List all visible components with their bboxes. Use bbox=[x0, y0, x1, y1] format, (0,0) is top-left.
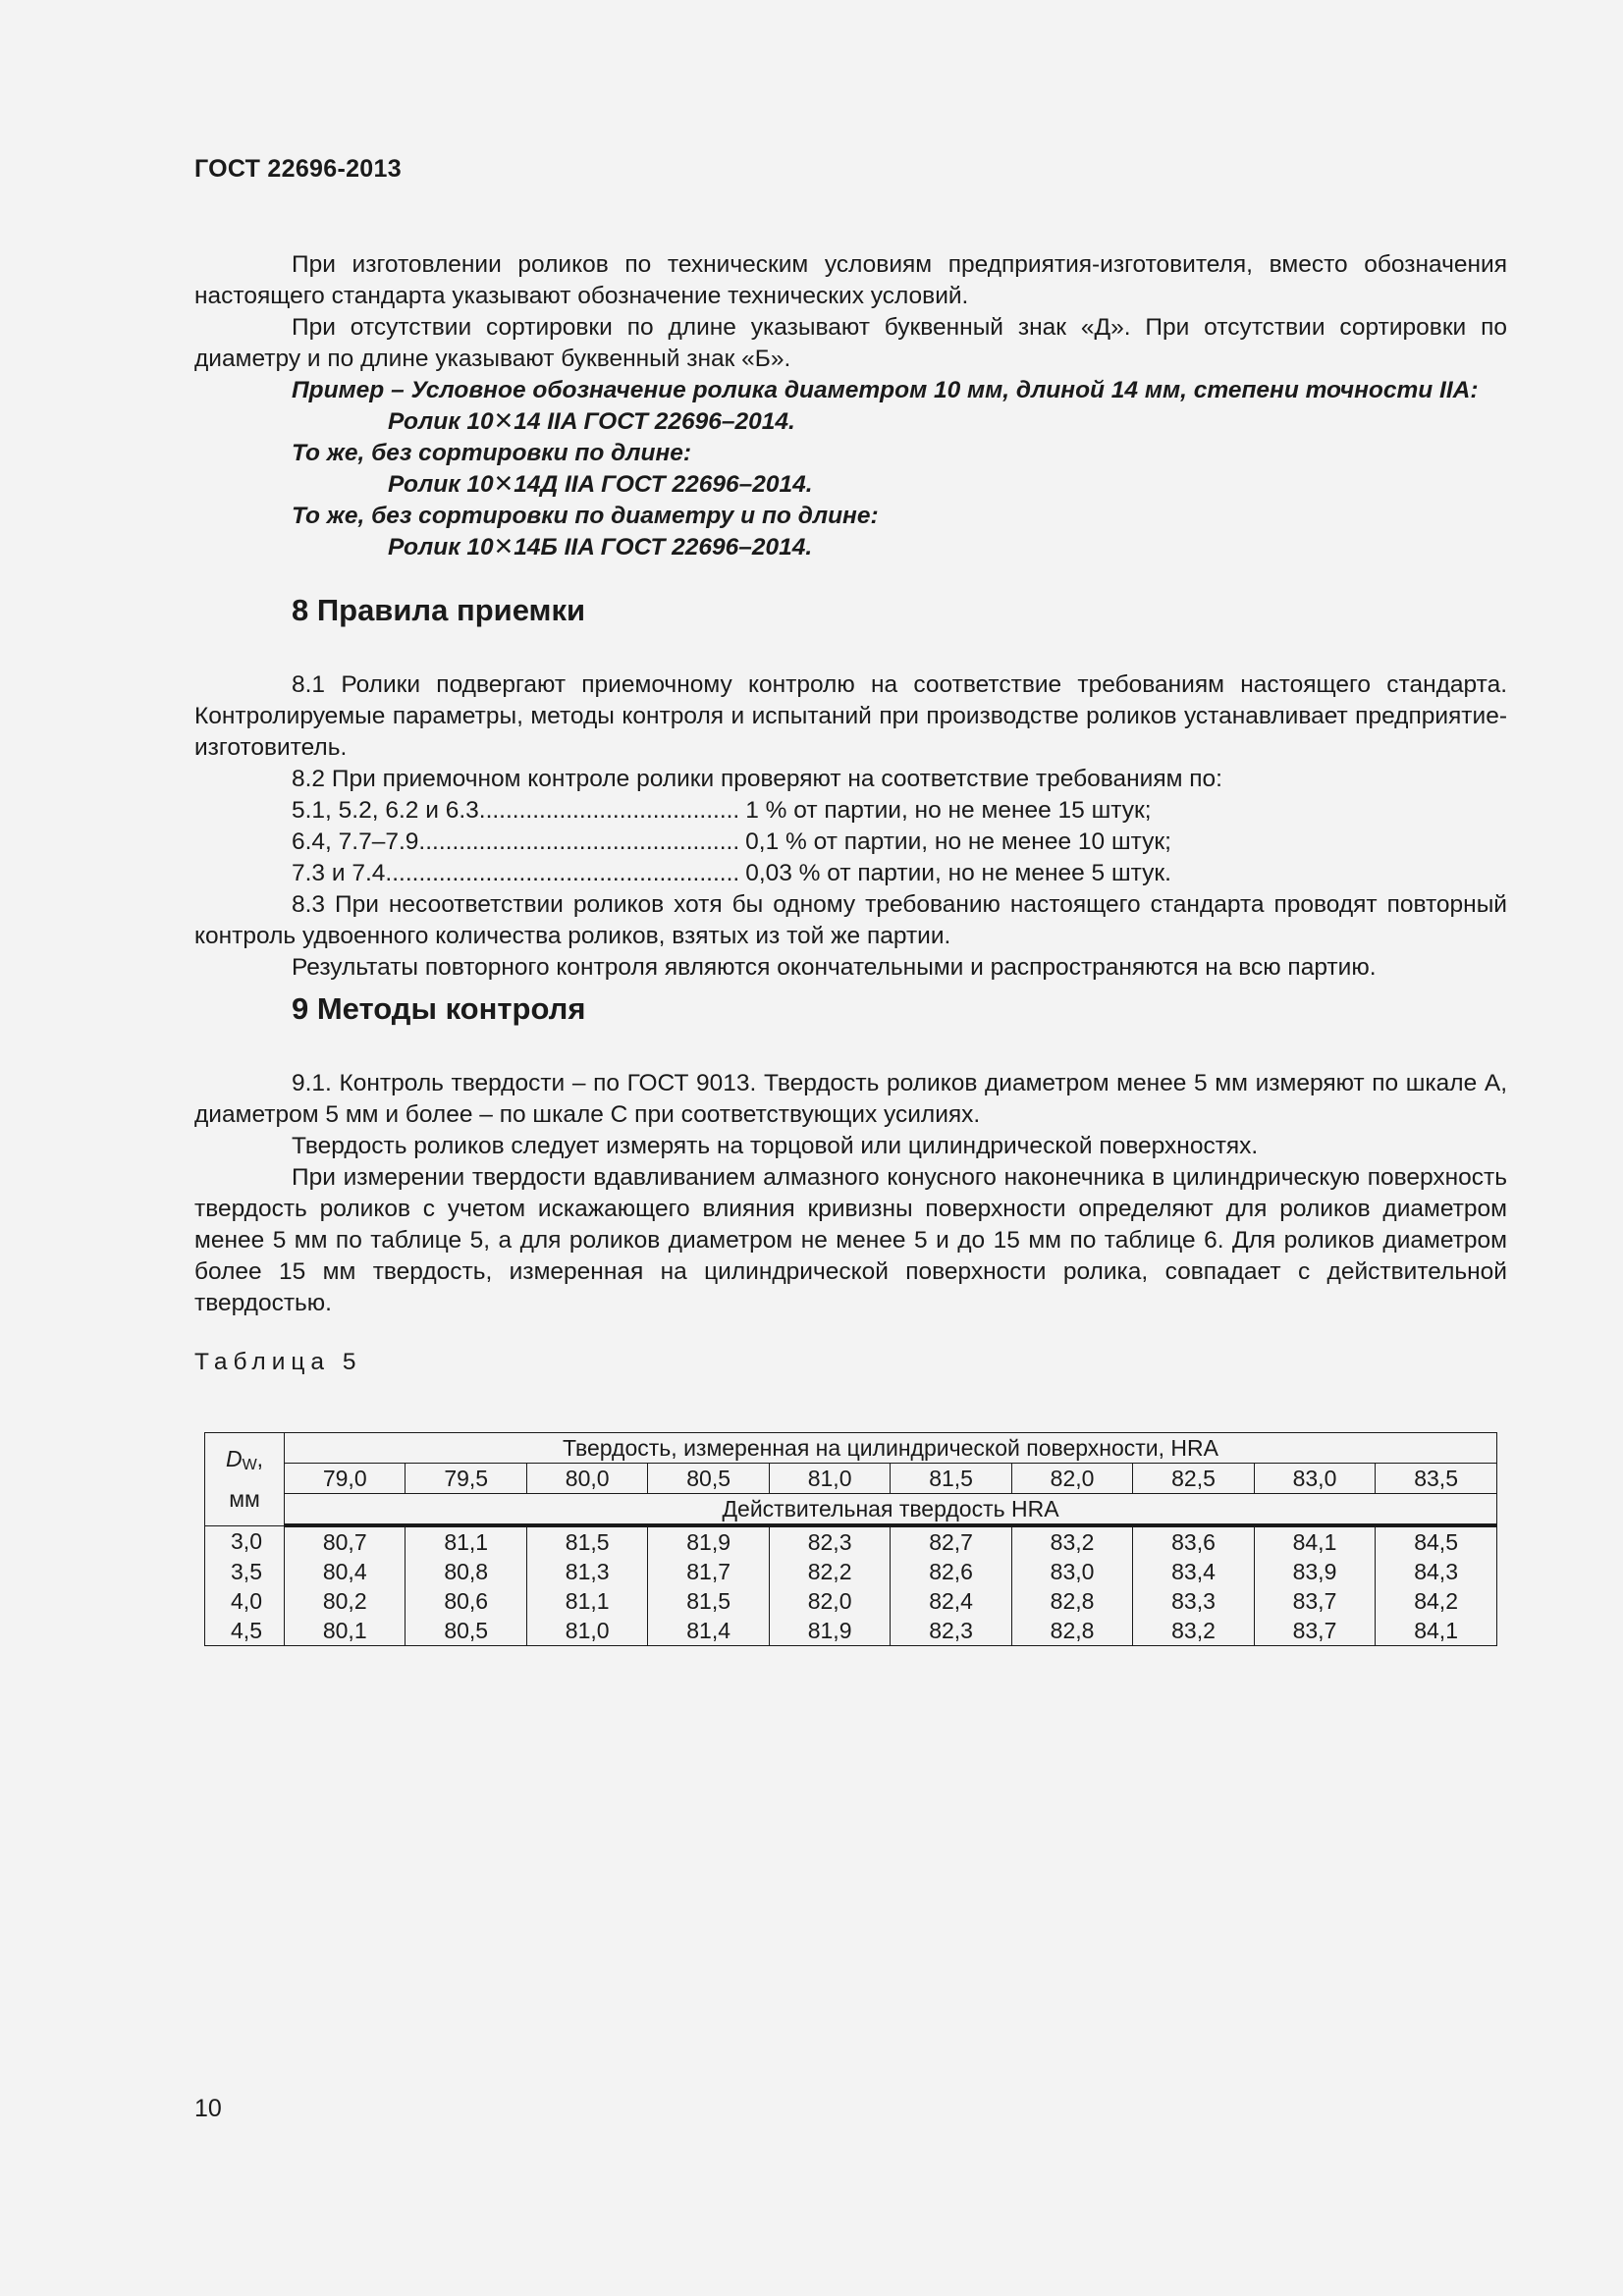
actual-hardness-cell: 81,9 bbox=[769, 1616, 890, 1646]
actual-hardness-cell: 84,1 bbox=[1376, 1616, 1497, 1646]
actual-hardness-cell: 82,4 bbox=[891, 1586, 1011, 1616]
actual-hardness-header: Действительная твердость HRA bbox=[285, 1494, 1497, 1526]
clause-8-3-results: Результаты повторного контроля являются окончательными и распространяются на всю партию. bbox=[292, 954, 1377, 981]
example-code-1: Ролик 10✕14 IIA ГОСТ 22696–2014. bbox=[388, 408, 795, 435]
actual-hardness-cell: 81,5 bbox=[648, 1586, 769, 1616]
actual-hardness-cell: 80,4 bbox=[285, 1557, 406, 1586]
control-volume-list bbox=[194, 795, 1507, 889]
actual-hardness-cell: 83,7 bbox=[1254, 1616, 1375, 1646]
measured-value-cell: 79,5 bbox=[406, 1464, 526, 1494]
table-row bbox=[205, 1616, 1497, 1646]
actual-hardness-cell: 83,2 bbox=[1011, 1525, 1132, 1557]
standard-header: ГОСТ 22696-2013 bbox=[194, 155, 402, 183]
clause-8-3: 8.3 При несоответствии роликов хотя бы одному требованию настоящего стандарта проводят повторный контроль удвоенного количества роликов, взятых из той же партии. bbox=[194, 891, 1507, 949]
measured-value-cell: 80,5 bbox=[648, 1464, 769, 1494]
actual-hardness-cell: 84,1 bbox=[1254, 1525, 1375, 1557]
list-item bbox=[292, 795, 1507, 827]
actual-hardness-cell: 81,5 bbox=[526, 1525, 647, 1557]
diameter-cell: 3,0 bbox=[205, 1525, 285, 1557]
table-body bbox=[205, 1525, 1497, 1646]
actual-hardness-cell: 81,1 bbox=[406, 1525, 526, 1557]
list-item bbox=[292, 827, 1507, 858]
example-title: Пример – Условное обозначение ролика диаметром 10 мм, длиной 14 мм, степени точности IIA: bbox=[292, 377, 1479, 403]
measured-hardness-header: Твердость, измеренная на цилиндрической поверхности, HRA bbox=[285, 1433, 1497, 1464]
control-item-ref: 5.1, 5.2, 6.2 и 6.3 bbox=[292, 797, 479, 824]
control-item-value: 0,1 % от партии, но не менее 10 штук; bbox=[745, 828, 1171, 855]
measured-values-row bbox=[205, 1464, 1497, 1494]
leader-dots: ....................................... bbox=[478, 797, 740, 824]
section-9-heading: 9 Методы контроля bbox=[292, 991, 586, 1026]
actual-hardness-cell: 83,7 bbox=[1254, 1586, 1375, 1616]
actual-hardness-cell: 80,2 bbox=[285, 1586, 406, 1616]
measured-value-cell: 82,0 bbox=[1011, 1464, 1132, 1494]
dw-comma: , bbox=[256, 1446, 264, 1472]
diameter-cell: 4,0 bbox=[205, 1586, 285, 1616]
actual-hardness-cell: 82,0 bbox=[769, 1586, 890, 1616]
clause-9-1-surface: Твердость роликов следует измерять на торцовой или цилиндрической поверхностях. bbox=[292, 1133, 1259, 1159]
actual-hardness-cell: 80,8 bbox=[406, 1557, 526, 1586]
actual-hardness-cell: 80,6 bbox=[406, 1586, 526, 1616]
intro-paragraph-2: При отсутствии сортировки по длине указывают буквенный знак «Д». При отсутствии сортировки по диаметру и по длине указывают буквенный знак «Б». bbox=[194, 314, 1507, 372]
diameter-cell: 4,5 bbox=[205, 1616, 285, 1646]
control-item-ref: 6.4, 7.7–7.9 bbox=[292, 828, 419, 855]
actual-hardness-cell: 81,3 bbox=[526, 1557, 647, 1586]
dw-unit: мм bbox=[229, 1486, 260, 1513]
table-row bbox=[205, 1586, 1497, 1616]
leader-dots: ................................................ bbox=[418, 828, 740, 855]
actual-hardness-cell: 83,9 bbox=[1254, 1557, 1375, 1586]
clause-9-1: 9.1. Контроль твердости – по ГОСТ 9013. Твердость роликов диаметром менее 5 мм измеряют по шкале А, диаметром 5 мм и более – по шкале С при соответствующих усилиях. bbox=[194, 1070, 1507, 1128]
clause-9-1-curvature: При измерении твердости вдавливанием алмазного конусного наконечника в цилиндрическую поверхность твердость роликов с учетом искажающего влияния кривизны поверхности определяют для роликов диаметром менее 5 мм по таблице 5, а для роликов диаметром не менее 5 и до 15 мм по таблице 6. Для роликов диаметром более 15 мм твердость, измеренная на цилиндрической поверхности ролика, совпадает с действительной твердостью. bbox=[194, 1164, 1507, 1316]
leader-dots: ..................................................... bbox=[385, 860, 740, 886]
example-code-3: Ролик 10✕14Б IIA ГОСТ 22696–2014. bbox=[388, 534, 813, 561]
actual-hardness-cell: 82,3 bbox=[769, 1525, 890, 1557]
clause-8-2: 8.2 При приемочном контроле ролики проверяют на соответствие требованиям по: bbox=[292, 766, 1222, 792]
intro-paragraph-1: При изготовлении роликов по техническим условиям предприятия-изготовителя, вместо обозначения настоящего стандарта указывают обозначение технических условий. bbox=[194, 251, 1507, 309]
table-row bbox=[205, 1557, 1497, 1586]
measured-value-cell: 79,0 bbox=[285, 1464, 406, 1494]
actual-hardness-cell: 82,6 bbox=[891, 1557, 1011, 1586]
dw-subscript: W bbox=[242, 1457, 257, 1474]
measured-value-cell: 81,5 bbox=[891, 1464, 1011, 1494]
control-item-ref: 7.3 и 7.4 bbox=[292, 860, 386, 886]
clause-8-1: 8.1 Ролики подвергают приемочному контролю на соответствие требованиям настоящего стандарта. Контролируемые параметры, методы контроля и испытаний при производстве роликов устанавливает предприятие-изготовитель. bbox=[194, 671, 1507, 761]
actual-hardness-cell: 82,7 bbox=[891, 1525, 1011, 1557]
actual-hardness-cell: 83,0 bbox=[1011, 1557, 1132, 1586]
control-item-value: 1 % от партии, но не менее 15 штук; bbox=[745, 797, 1152, 824]
actual-hardness-cell: 83,6 bbox=[1133, 1525, 1254, 1557]
measured-value-cell: 82,5 bbox=[1133, 1464, 1254, 1494]
table-5-caption: Таблица 5 bbox=[194, 1349, 362, 1375]
measured-value-cell: 83,5 bbox=[1376, 1464, 1497, 1494]
diameter-cell: 3,5 bbox=[205, 1557, 285, 1586]
actual-hardness-cell: 82,3 bbox=[891, 1616, 1011, 1646]
table-row bbox=[205, 1525, 1497, 1557]
section-8-heading: 8 Правила приемки bbox=[292, 593, 586, 627]
actual-hardness-cell: 81,7 bbox=[648, 1557, 769, 1586]
hardness-table-5 bbox=[204, 1432, 1497, 1646]
example-caption-3: То же, без сортировки по диаметру и по длине: bbox=[292, 503, 879, 529]
actual-hardness-cell: 81,9 bbox=[648, 1525, 769, 1557]
actual-hardness-cell: 82,8 bbox=[1011, 1586, 1132, 1616]
actual-hardness-cell: 83,4 bbox=[1133, 1557, 1254, 1586]
actual-hardness-cell: 80,1 bbox=[285, 1616, 406, 1646]
actual-hardness-cell: 81,4 bbox=[648, 1616, 769, 1646]
page-content bbox=[194, 249, 1507, 1378]
actual-hardness-cell: 82,2 bbox=[769, 1557, 890, 1586]
measured-value-cell: 81,0 bbox=[769, 1464, 890, 1494]
page-number: 10 bbox=[194, 2095, 222, 2122]
example-caption-2: То же, без сортировки по длине: bbox=[292, 440, 692, 466]
actual-hardness-cell: 84,5 bbox=[1376, 1525, 1497, 1557]
actual-hardness-cell: 80,5 bbox=[406, 1616, 526, 1646]
control-item-value: 0,03 % от партии, но не менее 5 штук. bbox=[745, 860, 1171, 886]
measured-value-cell: 83,0 bbox=[1254, 1464, 1375, 1494]
actual-hardness-cell: 83,2 bbox=[1133, 1616, 1254, 1646]
list-item bbox=[292, 858, 1507, 889]
diameter-column-header bbox=[205, 1433, 285, 1526]
actual-hardness-cell: 80,7 bbox=[285, 1525, 406, 1557]
dw-symbol: D bbox=[225, 1446, 243, 1472]
actual-hardness-cell: 81,0 bbox=[526, 1616, 647, 1646]
actual-hardness-cell: 83,3 bbox=[1133, 1586, 1254, 1616]
example-code-2: Ролик 10✕14Д IIA ГОСТ 22696–2014. bbox=[388, 471, 813, 498]
actual-hardness-cell: 82,8 bbox=[1011, 1616, 1132, 1646]
actual-hardness-cell: 84,3 bbox=[1376, 1557, 1497, 1586]
actual-hardness-cell: 81,1 bbox=[526, 1586, 647, 1616]
measured-value-cell: 80,0 bbox=[526, 1464, 647, 1494]
actual-hardness-cell: 84,2 bbox=[1376, 1586, 1497, 1616]
